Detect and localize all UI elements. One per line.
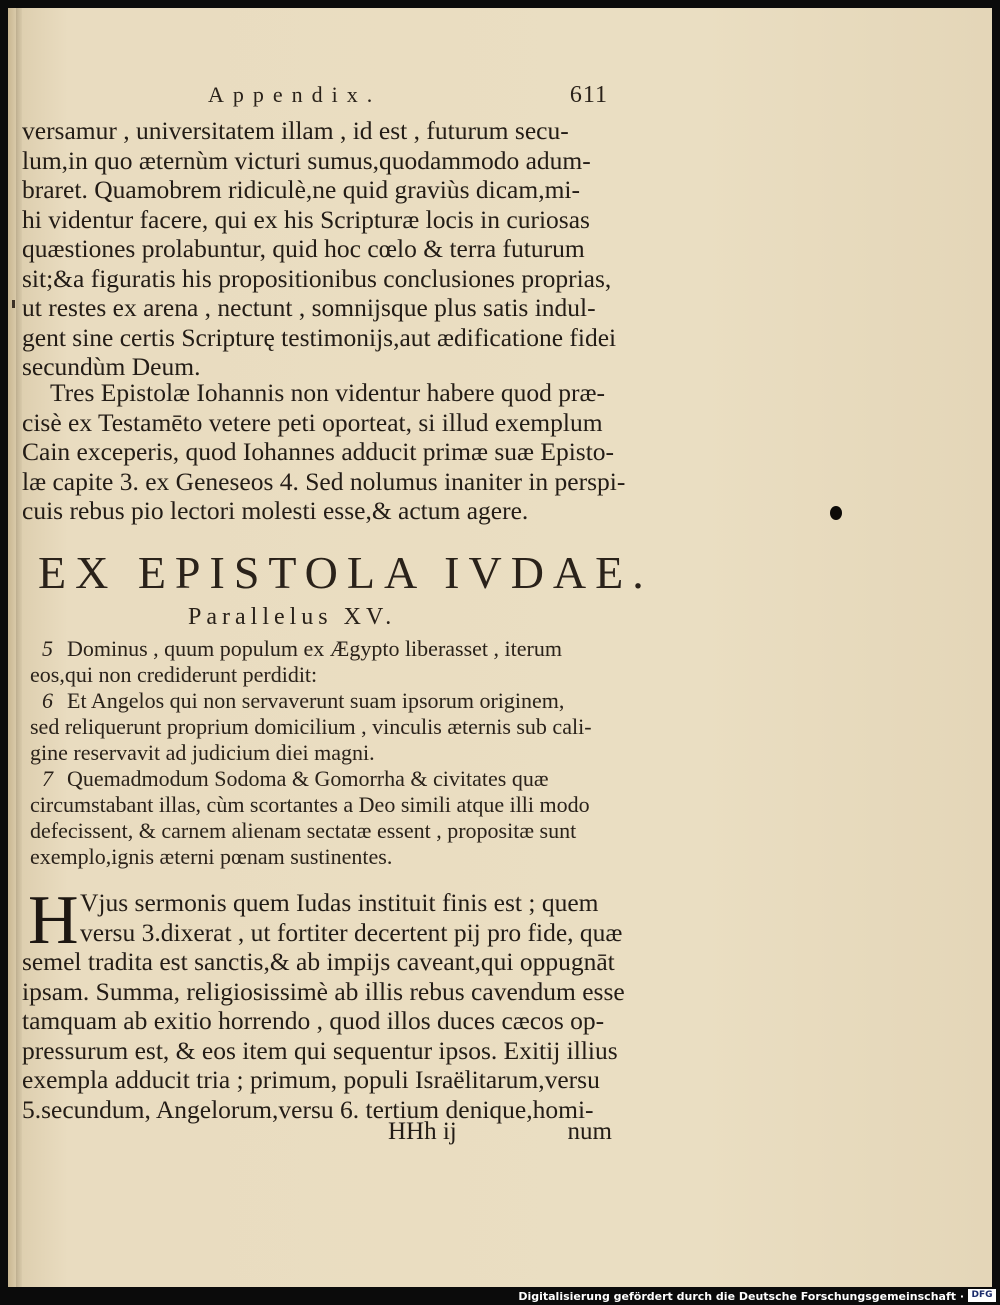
verse-block: [30, 636, 610, 870]
catchline: [388, 1118, 612, 1148]
verse-line: sed reliquerunt proprium domicilium , vinculis æternis sub cali-: [30, 714, 592, 739]
text-line: hi videntur facere, qui ex his Scripturæ locis in curiosas: [22, 204, 590, 234]
text-line: cuis rebus pio lectori molesti esse,& actum agere.: [22, 496, 529, 525]
text-line: braret. Quamobrem ridiculè,ne quid graviùs dicam,mi-: [22, 175, 580, 204]
verse-line: [30, 766, 610, 792]
text-line: 5.secundum, Angelorum,versu 6. tertium denique,homi-: [22, 1094, 594, 1124]
verse-line: defecissent, & carnem alienam sectatæ essent , propositæ sunt: [30, 818, 577, 843]
page-number: 611: [569, 82, 608, 108]
paragraph-3: [22, 882, 625, 1124]
text-line: Tres Epistolæ Iohannis non videntur habere quod præ-: [50, 378, 606, 407]
text-line: versu 3.dixerat , ut fortiter decertent pij pro fide, quæ: [80, 917, 623, 947]
text-line: secundùm Deum.: [22, 352, 201, 381]
text-line: læ capite 3. ex Geneseos 4. Sed nolumus inaniter in perspi-: [22, 466, 626, 496]
text-line: Vjus sermonis quem Iudas instituit finis est ; quem: [80, 888, 599, 917]
text-line: cisè ex Testamēto vetere peti oporteat, si illud exemplum: [22, 407, 603, 437]
book-page: [8, 8, 992, 1288]
paragraph-2: [22, 378, 626, 526]
text-line: sit;&a figuratis his propositionibus conclusiones proprias,: [22, 263, 612, 293]
text-line: semel tradita est sanctis,& ab impijs caveant,qui oppugnāt: [22, 947, 615, 976]
text-line: gent sine certis Scripturę testimonijs,aut ædificatione fidei: [22, 322, 617, 352]
verse-number: 5: [42, 636, 53, 661]
text-line: ut restes ex arena , nectunt , somnijsque plus satis indul-: [22, 293, 596, 322]
verse-line: exemplo,ignis æterni pœnam sustinentes.: [30, 844, 393, 869]
dfg-logo: DFG: [968, 1289, 996, 1302]
drop-capital: H: [28, 882, 79, 959]
section-heading: EX EPISTOLA IVDAE.: [38, 547, 653, 598]
paragraph-1: [22, 116, 617, 382]
verse-line: eos,qui non crediderunt perdidit:: [30, 662, 318, 687]
margin-mark: [12, 300, 15, 308]
text-line: lum,in quo æternùm victuri sumus,quodammodo adum-: [22, 145, 591, 175]
text-line: tamquam ab exitio horrendo , quod illos duces cæcos op-: [22, 1006, 605, 1035]
text-line: pressurum est, & eos item qui sequentur ipsos. Exitij illius: [22, 1035, 618, 1065]
footer-bar: [0, 1287, 1000, 1305]
ink-blot: [830, 506, 842, 520]
signature-mark: HHh ij: [388, 1118, 457, 1145]
verse-number: 6: [42, 688, 53, 713]
verse-line: [30, 688, 610, 714]
text-line: exempla adducit tria ; primum, populi Israëlitarum,versu: [22, 1065, 600, 1094]
verse-text: Quemadmodum Sodoma & Gomorrha & civitates quæ: [67, 766, 549, 791]
verse-text: Et Angelos qui non servaverunt suam ipsorum originem,: [67, 688, 565, 713]
verse-line: [30, 636, 610, 662]
verse-text: Dominus , quum populum ex Ægypto liberasset , iterum: [67, 636, 562, 661]
text-line: Cain exceperis, quod Iohannes adducit primæ suæ Episto-: [22, 437, 615, 466]
text-line: quæstiones prolabuntur, quid hoc cœlo & terra futurum: [22, 234, 585, 263]
text-line: versamur , universitatem illam , id est , futurum secu-: [22, 116, 569, 145]
verse-line: circumstabant illas, cùm scortantes a Deo simili atque illi modo: [30, 792, 590, 817]
running-head: [208, 78, 608, 112]
text-line: ipsam. Summa, religiosissimè ab illis rebus cavendum esse: [22, 976, 625, 1006]
catchword: num: [567, 1118, 612, 1145]
parallel-heading: Parallelus XV.: [188, 604, 397, 630]
running-title: Appendix.: [208, 82, 382, 107]
funding-notice: Digitalisierung gefördert durch die Deutsche Forschungsgemeinschaft ·: [518, 1290, 964, 1303]
verse-line: gine reservavit ad judicium diei magni.: [30, 740, 375, 765]
verse-number: 7: [42, 766, 53, 791]
